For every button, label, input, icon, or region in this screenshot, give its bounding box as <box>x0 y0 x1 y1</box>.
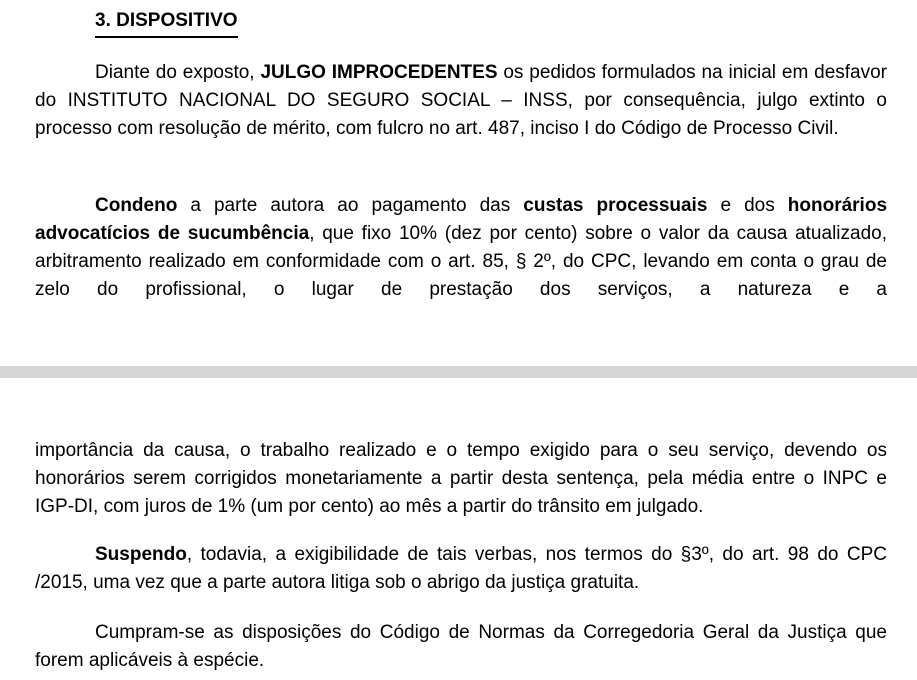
paragraph-dispositivo <box>35 59 887 143</box>
paragraph-text: os pedidos formulados na inicial em desfavor do INSTITUTO NACIONAL DO SEGURO SOCIAL – INSS, por consequência, julgo extinto o processo com resolução de mérito, com fulcro no art. 487, inciso I do Código de Processo Civil. <box>35 62 887 139</box>
paragraph-text: , todavia, a exigibilidade de tais verbas, nos termos do §3º, do art. 98 do CPC /2015, uma vez que a parte autora litiga sob o abrigo da justiça gratuita. <box>35 544 887 593</box>
paragraph-text: e dos <box>707 195 788 216</box>
paragraph-condeno <box>35 192 887 304</box>
paragraph-bold-text: honorários advocatícios de sucumbência <box>35 195 888 244</box>
paragraph-bold-text: custas processuais <box>523 195 708 216</box>
paragraph-bold-text: Suspendo <box>95 544 187 565</box>
paragraph-text: importância da causa, o trabalho realizado e o tempo exigido para o seu serviço, devendo os honorários serem corrigidos monetariamente a partir desta sentença, pela média entre o INPC e IGP-DI, com juros de 1% (um por cento) ao mês a partir do trânsito em julgado. <box>35 440 887 517</box>
paragraph-text: Diante do exposto, <box>95 62 261 83</box>
section-heading: 3. DISPOSITIVO <box>95 9 238 38</box>
paragraph-continuation <box>35 437 887 521</box>
paragraph-suspendo <box>35 541 887 597</box>
paragraph-bold-text: Condeno <box>95 195 178 216</box>
paragraph-text: , que fixo 10% (dez por cento) sobre o valor da causa atualizado, arbitramento realizado em conformidade com o art. 85, § 2º, do CPC, levando em conta o grau de zelo do profissional, o lugar de prestação dos serviços, a natureza e a <box>35 223 887 300</box>
paragraph-bold-text: JULGO IMPROCEDENTES <box>260 62 498 83</box>
page-break-separator <box>0 366 917 378</box>
paragraph-cumpram-se <box>35 619 887 675</box>
paragraph-text: Cumpram-se as disposições do Código de Normas da Corregedoria Geral da Justiça que forem aplicáveis à espécie. <box>35 622 887 671</box>
paragraph-text: a parte autora ao pagamento das <box>177 195 524 216</box>
